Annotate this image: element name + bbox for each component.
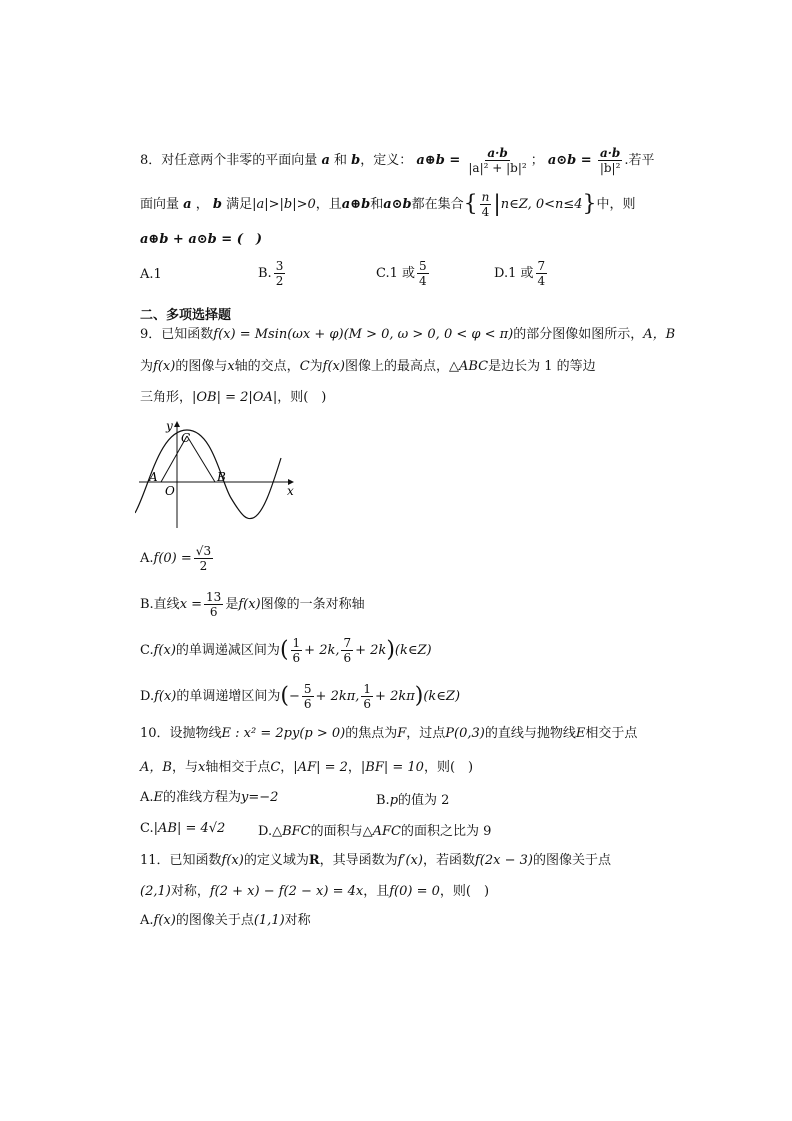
q11-R: R [308,853,320,868]
q11-point: (2,1) [140,884,171,899]
q10-optA-E: E [153,790,164,805]
q9-optD-frac2 [361,682,373,711]
q9-option-b [140,590,365,619]
set-numerator: n [481,190,490,204]
op1-fraction [466,146,528,175]
q8-line2: 面向量 a ， b 满足|a|>|b|>0，且a⊕b和a⊙b都在集合{ $\frac{n}{4}$ |n∈Z, 0<n≤4}中，则 [140,190,636,219]
q10-P: P(0,3) [445,726,485,741]
q10-option-a [140,789,278,807]
q10-optB-text: 的值为 2 [398,793,450,808]
q9-ab: A，B [643,327,676,342]
label-y: y [166,419,173,433]
q9-optB-label: B.直线 [140,597,180,612]
q9-optB-post2: 图像的一条对称轴 [260,597,365,612]
q10-x: x [197,760,206,775]
q11-optA-f: f(x) [153,913,176,928]
q8-line1 [140,146,655,175]
q11-l2b: ，且 [363,884,390,899]
q8-l2d: 都在集合 [411,197,464,212]
q10-optD-c: 的面积之比为 9 [401,824,492,839]
q11-fx: f(x) [221,853,244,868]
q11-f0: f(0) = 0 [389,884,440,899]
q9-optD-n2: 1 [363,682,372,696]
q9-optD-lparen: ( [280,683,289,709]
q11-optA-text: 的图像关于点 [175,913,254,928]
section-heading: 二、多项选择题 [140,308,232,323]
q10-option-c [140,820,225,838]
q8-optD-den: 4 [537,274,546,288]
q9-l2a: 为 [140,359,154,374]
q10-optC-eq: |AB| = 4√2 [153,821,226,836]
q9-optC-label: C. [140,643,154,658]
q9-optA-label: A. [140,551,154,566]
q9-optD-n1: 5 [303,682,312,696]
q10-optD-t2: △AFC [362,824,401,839]
q9-optA-den: 2 [199,559,208,573]
q8-option-b [258,259,287,288]
q9-optD-k1: + 2kπ, [315,689,360,704]
q10-optB-p: p [389,793,399,808]
q9-optD-rparen: ) [414,683,424,709]
q10-l1b: 的焦点为 [345,726,398,741]
q8-optC-frac [417,259,429,288]
q8-l2c: ，且 [315,197,342,212]
q9-line3 [140,389,326,407]
q9-option-c [140,636,432,665]
q9-optC-mid: 的单调递减区间为 [175,643,280,658]
q10-C: C [270,760,281,775]
q11-l2a: 对称， [170,884,210,899]
q9-l3a: 三角形， [140,390,193,405]
q10-l1c: ，过点 [406,726,446,741]
q8-l2a: 面向量 [140,197,180,212]
q9-optC-k2: + 2k [355,643,387,658]
q9-optC-k1: + 2k, [304,643,340,658]
q8-option-a: A.1 [140,267,162,282]
q11-optA-tail: 对称 [284,913,311,928]
q8-option-c [376,259,431,288]
q8-he: 和 [370,197,384,212]
q10-optC-label: C. [140,821,154,836]
q9-l2c: 轴的交点， [234,359,300,374]
q10-l2e: ， [347,760,361,775]
q9-optC-frac2 [341,636,353,665]
q9-optD-d2: 6 [363,697,372,711]
q9-optB-frac [204,590,223,619]
q9-triangle: △ABC [448,359,489,374]
q11-fprime: f′(x) [397,853,423,868]
q9-x: x [227,359,235,374]
q10-number: 10．设抛物线 [140,726,222,741]
q9-optC-d2: 6 [343,651,352,665]
q10-option-b [376,789,449,808]
op2-denominator: |b|² [599,161,621,175]
q9-l1-post: 的部分图像如图所示， [513,327,644,342]
label-A: A [149,470,158,484]
q10-optD-t1: △BFC [272,824,311,839]
q9-optB-x: x = [179,597,203,612]
vector-a: a [321,153,330,168]
q8-optC-den: 4 [419,274,427,288]
q11-line1 [140,852,611,870]
set-bar: | [493,191,501,217]
q10-line2 [140,759,473,777]
q9-optB-num: 13 [206,590,222,604]
q10-l2c: 轴相交于点 [205,760,271,775]
q11-l2c: ，则( ) [439,884,490,899]
op2-fraction [598,146,623,175]
q10-optB-label: B. [376,793,390,808]
q9-optD-sign: − [289,689,300,704]
q9-optC-n1: 1 [292,636,301,650]
set-denominator: 4 [481,205,490,219]
q9-l2e: 图像上的最高点， [344,359,449,374]
q9-optB-den: 6 [209,605,218,619]
q8-option-d [494,259,549,288]
q9-optD-label: D. [140,689,155,704]
set-condition: n∈Z, 0<n≤4 [500,197,583,212]
q9-option-d [140,682,460,711]
label-O: O [165,484,175,498]
q9-optA-num: √3 [195,544,212,558]
q8-number: 8． [140,153,162,168]
q9-option-a [140,544,215,573]
q11-optA-label: A. [140,913,154,928]
q8-l2e: 中，则 [596,197,636,212]
q9-optD-d1: 6 [303,697,312,711]
q9-number: 9．已知函数 [140,327,214,342]
q9-l3b: ，则( ) [277,390,327,405]
q8-condition: |a|>|b|>0 [252,197,316,212]
q8-expr1: a⊕b [341,197,371,212]
op1-numerator: a·b [487,146,508,160]
q9-optA-f0: f(0) = [153,551,192,566]
q9-optC-lparen: ( [279,637,289,663]
q10-optA-label: A. [140,790,154,805]
q10-optA-text: 的准线方程为 [163,790,242,805]
q9-l2d: 为 [309,359,323,374]
label-B: B [217,470,226,484]
q9-l2g: 是边长为 1 的等边 [488,359,596,374]
q8-l2b: 满足 [226,197,253,212]
q9-fx: f(x) [153,359,176,374]
q9-optC-rparen: ) [386,637,395,663]
q10-F: F [397,726,407,741]
q8-optC-label: C.1 或 [376,266,416,281]
q10-optA-eq: y=−2 [241,790,279,805]
q8-line3: a⊕b + a⊙b = ( ) [140,232,263,247]
q9-optD-tail: (k∈Z) [423,689,461,704]
q10-l2f: ，则( ) [423,760,474,775]
q8-optD-num: 7 [537,259,546,273]
q8-text: 对任意两个非零的平面向量 [161,153,318,168]
q8-expr2: a⊙b [383,197,412,212]
q10-E: E [575,726,586,741]
q11-l1d: ，若函数 [422,853,475,868]
set-right-brace: } [582,191,597,217]
q9-optD-k2: + 2kπ [375,689,415,704]
triangle-side-cb [187,436,215,482]
q10-BF: |BF| = 10 [360,760,424,775]
q11-f2x3: f(2x − 3) [474,853,533,868]
q9-condition: |OB| = 2|OA| [192,390,278,405]
q9-l2b: 的图像与 [175,359,228,374]
q10-AB: A，B [140,760,172,775]
q9-line1 [140,326,675,344]
q9-line2 [140,358,596,376]
vector-a-2: a [183,197,192,212]
op1-lhs: a⊕b = [416,153,461,168]
q11-equation: f(2 + x) − f(2 − x) = 4x [209,884,364,899]
q10-l2d: ， [280,760,294,775]
q8-and: 和 [334,153,348,168]
sine-graph [135,418,305,538]
q8-optB-num: 3 [275,259,284,273]
q8-optC-num: 5 [419,259,427,273]
set-fraction [480,190,492,219]
q8-semicolon: ； [530,153,544,168]
q9-fx2: f(x) [322,359,345,374]
q11-line2 [140,883,489,901]
q10-optD-b: 的面积与 [310,824,363,839]
q11-l1c: ，其导函数为 [319,853,398,868]
op1-denominator: |a|² + |b|² [468,161,527,175]
q8-optB-den: 2 [275,274,284,288]
q9-optA-frac [194,544,213,573]
label-x: x [287,484,294,498]
q8-optD-label: D.1 或 [494,266,534,281]
q9-optC-frac1 [291,636,303,665]
q8-optD-frac [536,259,548,288]
q11-option-a [140,912,311,930]
q8-optB-frac [274,259,286,288]
vector-b-2: b [212,197,222,212]
q11-l1b: 的定义域为 [243,853,309,868]
op2-lhs: a⊙b = [547,153,592,168]
q9-optD-frac1 [302,682,314,711]
q9-optC-n2: 7 [343,636,352,650]
set-left-brace: { [463,191,478,217]
q10-l2b: ，与 [171,760,198,775]
q10-parabola: E : x² = 2py(p > 0) [221,726,346,741]
q8-define: ，定义： [360,153,413,168]
q10-optD-label: D. [258,824,273,839]
q8-optB-label: B. [258,266,272,281]
label-C: C [181,431,191,445]
q11-optA-point: (1,1) [253,913,285,928]
q11-number: 11．已知函数 [140,853,222,868]
q9-optB-f: f(x) [238,597,261,612]
q10-AF: |AF| = 2 [293,760,348,775]
q9-optD-mid: 的单调递增区间为 [176,689,281,704]
q9-C: C [299,359,310,374]
q10-option-d [258,820,491,839]
q10-l1d: 的直线与抛物线 [484,726,576,741]
op2-numerator: a·b [599,146,621,160]
q11-l1e: 的图像关于点 [532,853,611,868]
q9-optC-f: f(x) [153,643,176,658]
q8-ruo: .若平 [624,153,655,168]
q9-optC-d1: 6 [292,651,301,665]
q10-l1e: 相交于点 [585,726,638,741]
q9-optC-tail: (k∈Z) [394,643,432,658]
q9-optB-post: 是 [225,597,239,612]
q9-function: f(x) = Msin(ωx + φ)(M > 0, ω > 0, 0 < φ < π) [213,327,514,342]
vector-b: b [351,153,361,168]
q9-optD-f: f(x) [154,689,177,704]
q10-line1 [140,725,637,743]
